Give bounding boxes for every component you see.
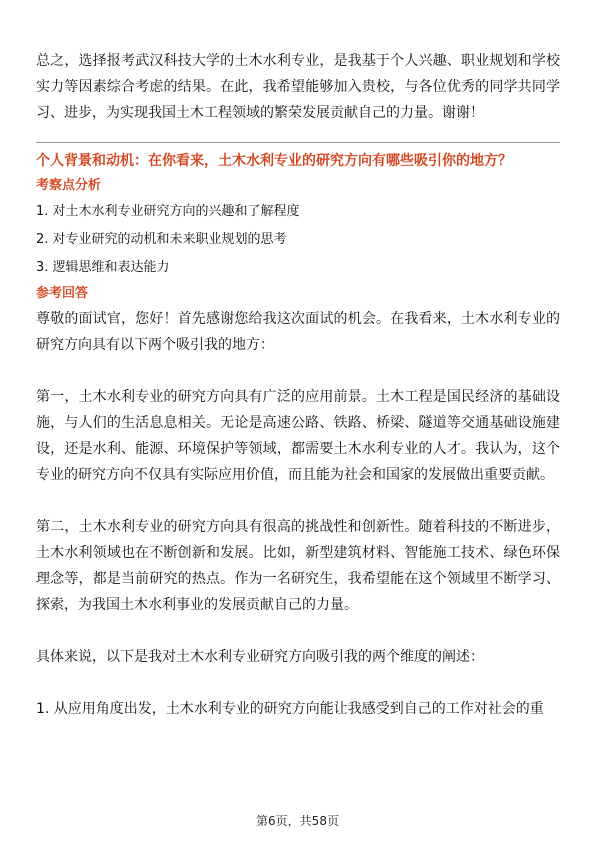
paragraph-gap: [36, 618, 560, 644]
intro-paragraph: 总之，选择报考武汉科技大学的土木水利专业，是我基于个人兴趣、职业规划和学校实力等因素综合考虑的结果。在此，我希望能够加入贵校，与各位优秀的同学共同学习、进步，为实现我国土木工程领域的繁荣发展贡献自己的力量。谢谢！: [36, 53, 560, 121]
document-page: [36, 48, 560, 722]
paragraph-gap: [36, 670, 560, 696]
answer-paragraph: 第二，土木水利专业的研究方向具有很高的挑战性和创新性。随着科技的不断进步，土木水利领域也在不断创新和发展。比如，新型建筑材料、智能施工技术、绿色环保理念等，都是当前研究的热点。作为一名研究生，我希望能在这个领域里不断学习、探索，为我国土木水利事业的发展贡献自己的力量。: [36, 519, 560, 613]
answer-heading: 参考回答: [36, 286, 89, 301]
answer-paragraph: 第一，土木水利专业的研究方向具有广泛的应用前景。土木工程是国民经济的基础设施，与人们的生活息息相关。无论是高速公路、铁路、桥梁、隧道等交通基础设施建设，还是水利、能源、环境保护等领域，都需要土木水利专业的人才。我认为，这个专业的研究方向不仅具有实际应用价值，而且能为社会和国家的发展做出重要贡献。: [36, 389, 560, 483]
analysis-item: 2. 对专业研究的动机和未来职业规划的思考: [36, 232, 287, 247]
paragraph-gap: [36, 358, 560, 384]
interview-question: 个人背景和动机：在你看来，土木水利专业的研究方向有哪些吸引你的地方？: [36, 153, 512, 169]
paragraph-gap: [36, 488, 560, 514]
answer-paragraph: 1. 从应用角度出发，土木水利专业的研究方向能让我感受到自己的工作对社会的重: [36, 701, 544, 717]
answer-paragraph: 尊敬的面试官，您好！首先感谢您给我这次面试的机会。在我看来，土木水利专业的研究方向具有以下两个吸引我的地方：: [36, 311, 560, 353]
page-number: 第6页，共58页: [256, 814, 339, 828]
analysis-item: 1. 对土木水利专业研究方向的兴趣和了解程度: [36, 204, 300, 219]
analysis-heading: 考察点分析: [36, 178, 102, 193]
section-divider: [36, 142, 560, 143]
answer-paragraph: 具体来说，以下是我对土木水利专业研究方向吸引我的两个维度的阐述：: [36, 649, 484, 665]
analysis-item: 3. 逻辑思维和表达能力: [36, 260, 170, 275]
